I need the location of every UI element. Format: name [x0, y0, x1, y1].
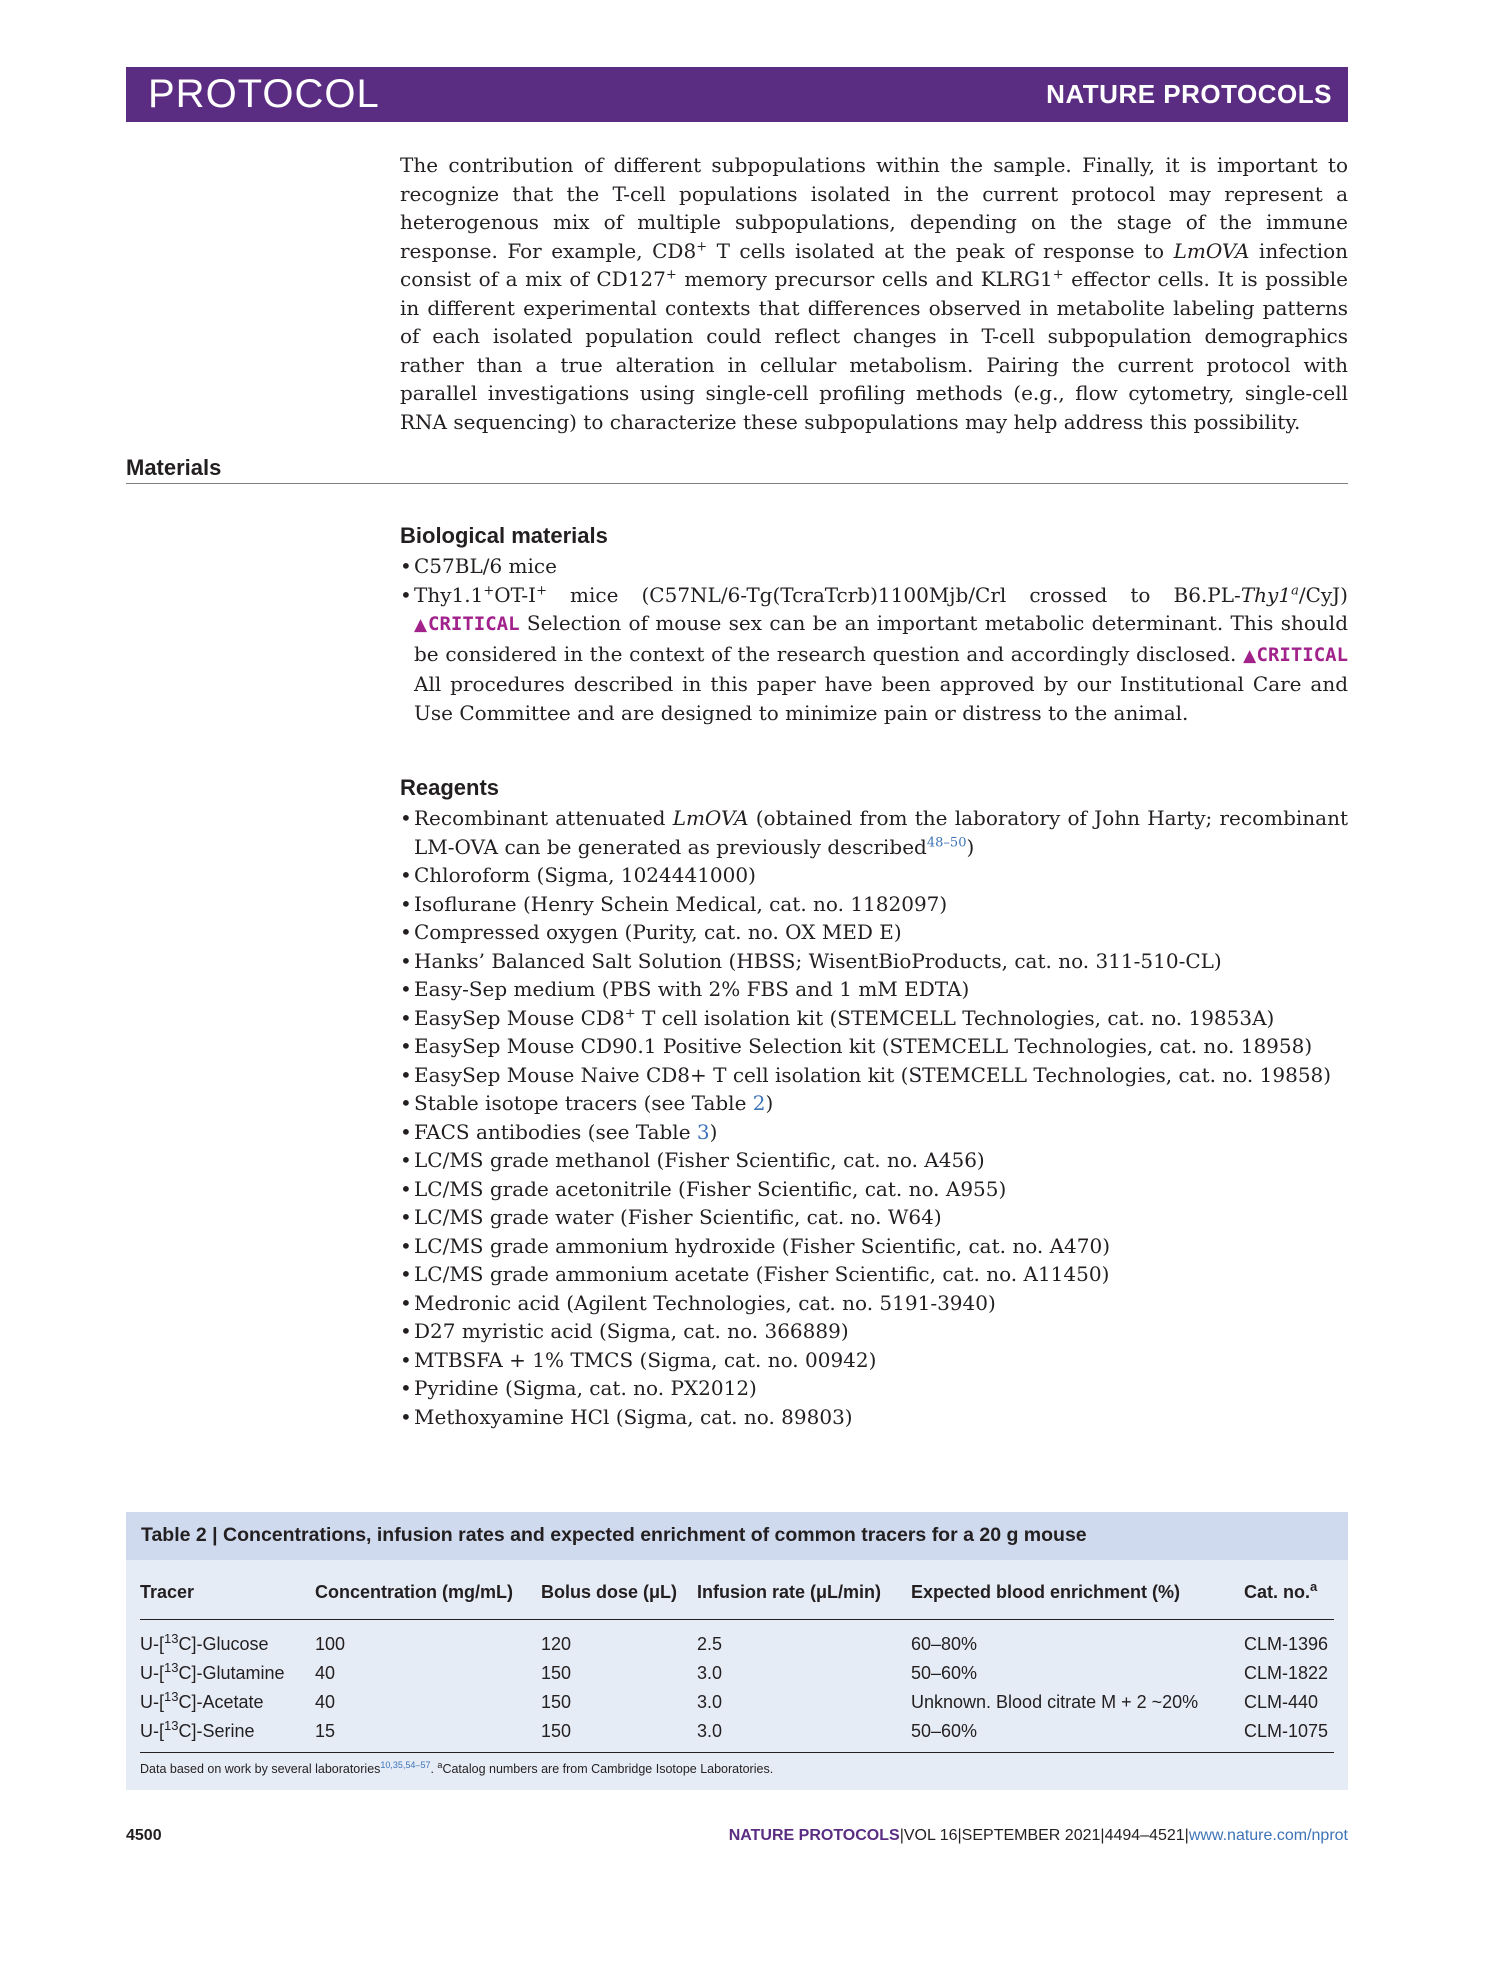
list-item: • EasySep Mouse CD8+ T cell isolation kit (STEMCELL Technologies, cat. no. 19853A) [400, 1004, 1348, 1033]
critical-label: ▲CRITICAL [1243, 643, 1349, 666]
cell-catalog: CLM-1396 [1244, 1634, 1329, 1654]
list-item: • Recombinant attenuated LmOVA (obtained from the laboratory of John Harty; recombinant LM-OVA can be generated as previously described$^{48-50}$) [400, 804, 1348, 861]
list-item: • Pyridine (Sigma, cat. no. PX2012) [400, 1374, 1348, 1403]
column-header: Expected blood enrichment (%) [911, 1574, 1244, 1620]
cell-rate: 2.5 [697, 1634, 723, 1654]
table-title-bar [126, 1512, 1348, 1560]
critical-label: ▲CRITICAL [414, 613, 520, 635]
table-header-row [140, 1574, 1334, 1620]
column-header: Bolus dose (μL) [541, 1574, 697, 1620]
list-item: • Compressed oxygen (Purity, cat. no. OX MED E) [400, 918, 1348, 947]
cell-concentration: 100 [315, 1634, 346, 1654]
list-item: • EasySep Mouse Naive CD8+ T cell isolation kit (STEMCELL Technologies, cat. no. 19858) [400, 1061, 1348, 1090]
intro-line: The contribution of different subpopulations within the sample. Finally, it is important to recognize [400, 153, 1348, 206]
list-item: • LC/MS grade acetonitrile (Fisher Scientific, cat. no. A955) [400, 1175, 1348, 1204]
cell-concentration: 15 [315, 1717, 541, 1753]
intro-text: multiple subpopulations, depending on the stage of the immune response. For example, CD8 [400, 210, 1349, 263]
list-item: • LC/MS grade water (Fisher Scientific, cat. no. W64) [400, 1203, 1348, 1232]
section-label: PROTOCOL [148, 72, 380, 116]
italic-term: LmOVA [1173, 238, 1250, 263]
list-item: • EasySep Mouse CD90.1 Positive Selection kit (STEMCELL Technologies, cat. no. 18958) [400, 1032, 1348, 1061]
cell-concentration: 40 [315, 1663, 336, 1683]
cell-tracer: U-[$^{13}$C]-Serine [140, 1717, 315, 1753]
cell-bolus: 150 [541, 1717, 697, 1753]
journal-name: NATURE PROTOCOLS [1046, 79, 1332, 109]
list-item: • Chloroform (Sigma, 1024441000) [400, 861, 1348, 890]
cell-catalog: CLM-440 [1244, 1692, 1319, 1712]
cell-rate: 3.0 [697, 1663, 723, 1683]
list-item: • Methoxyamine HCl (Sigma, cat. no. 89803) [400, 1403, 1348, 1432]
page-number: 4500 [126, 1827, 162, 1844]
cell-enrichment: 50–60% [911, 1663, 978, 1683]
subheading-biological: Biological materials [400, 523, 608, 548]
journal-url-link[interactable]: www.nature.com/nprot [1188, 1827, 1348, 1844]
cell-rate: 3.0 [697, 1692, 723, 1712]
cell-rate: 3.0 [697, 1717, 911, 1753]
list-item: • Isoflurane (Henry Schein Medical, cat. no. 1182097) [400, 890, 1348, 919]
cell-tracer: U-[$^{13}$C]-Glutamine [140, 1660, 285, 1683]
superscript: + [665, 267, 677, 283]
cell-enrichment: 50–60% [911, 1717, 1244, 1753]
cell-enrichment: 60–80% [911, 1634, 978, 1654]
superscript: + [1052, 267, 1064, 283]
column-header: Cat. no.$^a$ [1244, 1574, 1334, 1620]
list-item: • C57BL/6 mice [400, 552, 1348, 581]
reference-link[interactable]: 10,35,54–57 [380, 1759, 431, 1770]
intro-text: effector cells. It is possible in different experimental contexts that differences observed in metabolite labeling patterns of each isolated population could reflect changes in T-cell subpopulation demographics rather than a true alteration in cellular metabolism. Pairing the current protocol with parallel investigations using single-cell profiling methods (e.g., flow cytometry, single-cell RNA sequencing) to characterize these subpopulations may help address this possibility. [400, 267, 1349, 434]
list-item: • MTBSFA + 1% TMCS (Sigma, cat. no. 00942) [400, 1346, 1348, 1375]
cell-tracer: U-[$^{13}$C]-Acetate [140, 1689, 264, 1712]
table-footnote: Data based on work by several laboratories$^{10,35,54-57}$. $^a$Catalog numbers are from Cambridge Isotope Laboratories. [140, 1759, 774, 1776]
list-item: • LC/MS grade ammonium acetate (Fisher Scientific, cat. no. A11450) [400, 1260, 1348, 1289]
list-item: • LC/MS grade methanol (Fisher Scientific, cat. no. A456) [400, 1146, 1348, 1175]
subheading-reagents: Reagents [400, 775, 500, 800]
critical-triangle-icon: ▲ [414, 615, 429, 635]
table-row [140, 1688, 1334, 1717]
footer-pages: 4494–4521 [1104, 1827, 1185, 1844]
footer-journal: NATURE PROTOCOLS [728, 1827, 900, 1844]
intro-text: infection consist of a mix of CD127 [400, 238, 1349, 291]
list-item: • D27 myristic acid (Sigma, cat. no. 366889) [400, 1317, 1348, 1346]
column-header: Infusion rate (μL/min) [697, 1574, 911, 1620]
list-item: • Thy1.1+OT-I+ mice (C57NL/6-Tg(TcraTcrb)1100Mjb/Crl crossed to B6.PL-Thy1$^a$/CyJ) ▲CRITICAL Selection of mouse sex can be an important metabolic determinant. This should be considered in the context of the research question and accordingly disclosed. ▲CRITICAL All procedures described in this paper have been approved by our Institutional Care and Use Committee and are designed to minimize pain or distress to the animal. [400, 581, 1348, 728]
list-item: • LC/MS grade ammonium hydroxide (Fisher Scientific, cat. no. A470) [400, 1232, 1348, 1261]
table-2 [126, 1512, 1348, 1790]
reference-link[interactable]: 48–50 [926, 834, 967, 850]
cell-concentration: 40 [315, 1692, 336, 1712]
cell-catalog: CLM-1822 [1244, 1663, 1329, 1683]
reagents-list [400, 804, 1348, 1431]
intro-paragraph [400, 151, 1348, 436]
intro-text: memory precursor cells and KLRG1 [676, 267, 1053, 291]
critical-triangle-icon: ▲ [1243, 645, 1257, 666]
table-row [140, 1620, 1334, 1660]
list-item: • Stable isotope tracers (see Table 2) [400, 1089, 1348, 1118]
citation-line: NATURE PROTOCOLS|VOL 16|SEPTEMBER 2021|4494–4521|www.nature.com/nprot [728, 1827, 1348, 1844]
column-header: Tracer [140, 1574, 315, 1620]
table-link[interactable]: 3 [696, 1119, 710, 1144]
list-item: • Medronic acid (Agilent Technologies, cat. no. 5191-3940) [400, 1289, 1348, 1318]
table-title: Table 2 | Concentrations, infusion rates and expected enrichment of common tracers for a 20 g mouse [141, 1524, 1087, 1546]
list-item: • FACS antibodies (see Table 3) [400, 1118, 1348, 1147]
table-row [140, 1717, 1334, 1753]
page-header-bar [126, 67, 1348, 122]
cell-bolus: 150 [541, 1663, 572, 1683]
tracer-table [140, 1574, 1334, 1753]
footer-volume: VOL 16 [903, 1827, 958, 1844]
column-header: Concentration (mg/mL) [315, 1574, 541, 1620]
biological-list [400, 552, 1348, 727]
table-link[interactable]: 2 [752, 1091, 766, 1115]
cell-bolus: 150 [541, 1692, 572, 1712]
list-item: • Hanks’ Balanced Salt Solution (HBSS; WisentBioProducts, cat. no. 311-510-CL) [400, 947, 1348, 976]
cell-catalog: CLM-1075 [1244, 1717, 1334, 1753]
intro-text: T cells isolated at the peak of response to [707, 238, 1174, 263]
cell-tracer: U-[$^{13}$C]-Glucose [140, 1631, 269, 1654]
intro-line: that the T-cell populations isolated in the current protocol may represent a heterogenous mix of [400, 181, 1348, 234]
cell-enrichment: Unknown. Blood citrate M + 2 ~20% [911, 1692, 1199, 1712]
biological-materials-section [400, 521, 1348, 727]
cell-bolus: 120 [541, 1634, 572, 1654]
table-row [140, 1659, 1334, 1688]
superscript: + [696, 238, 708, 254]
reagents-section [400, 773, 1348, 1431]
list-item: • Easy-Sep medium (PBS with 2% FBS and 1 mM EDTA) [400, 975, 1348, 1004]
page-footer [126, 1827, 1348, 1851]
section-heading-materials: Materials [126, 455, 1348, 484]
footer-date: SEPTEMBER 2021 [961, 1827, 1101, 1844]
